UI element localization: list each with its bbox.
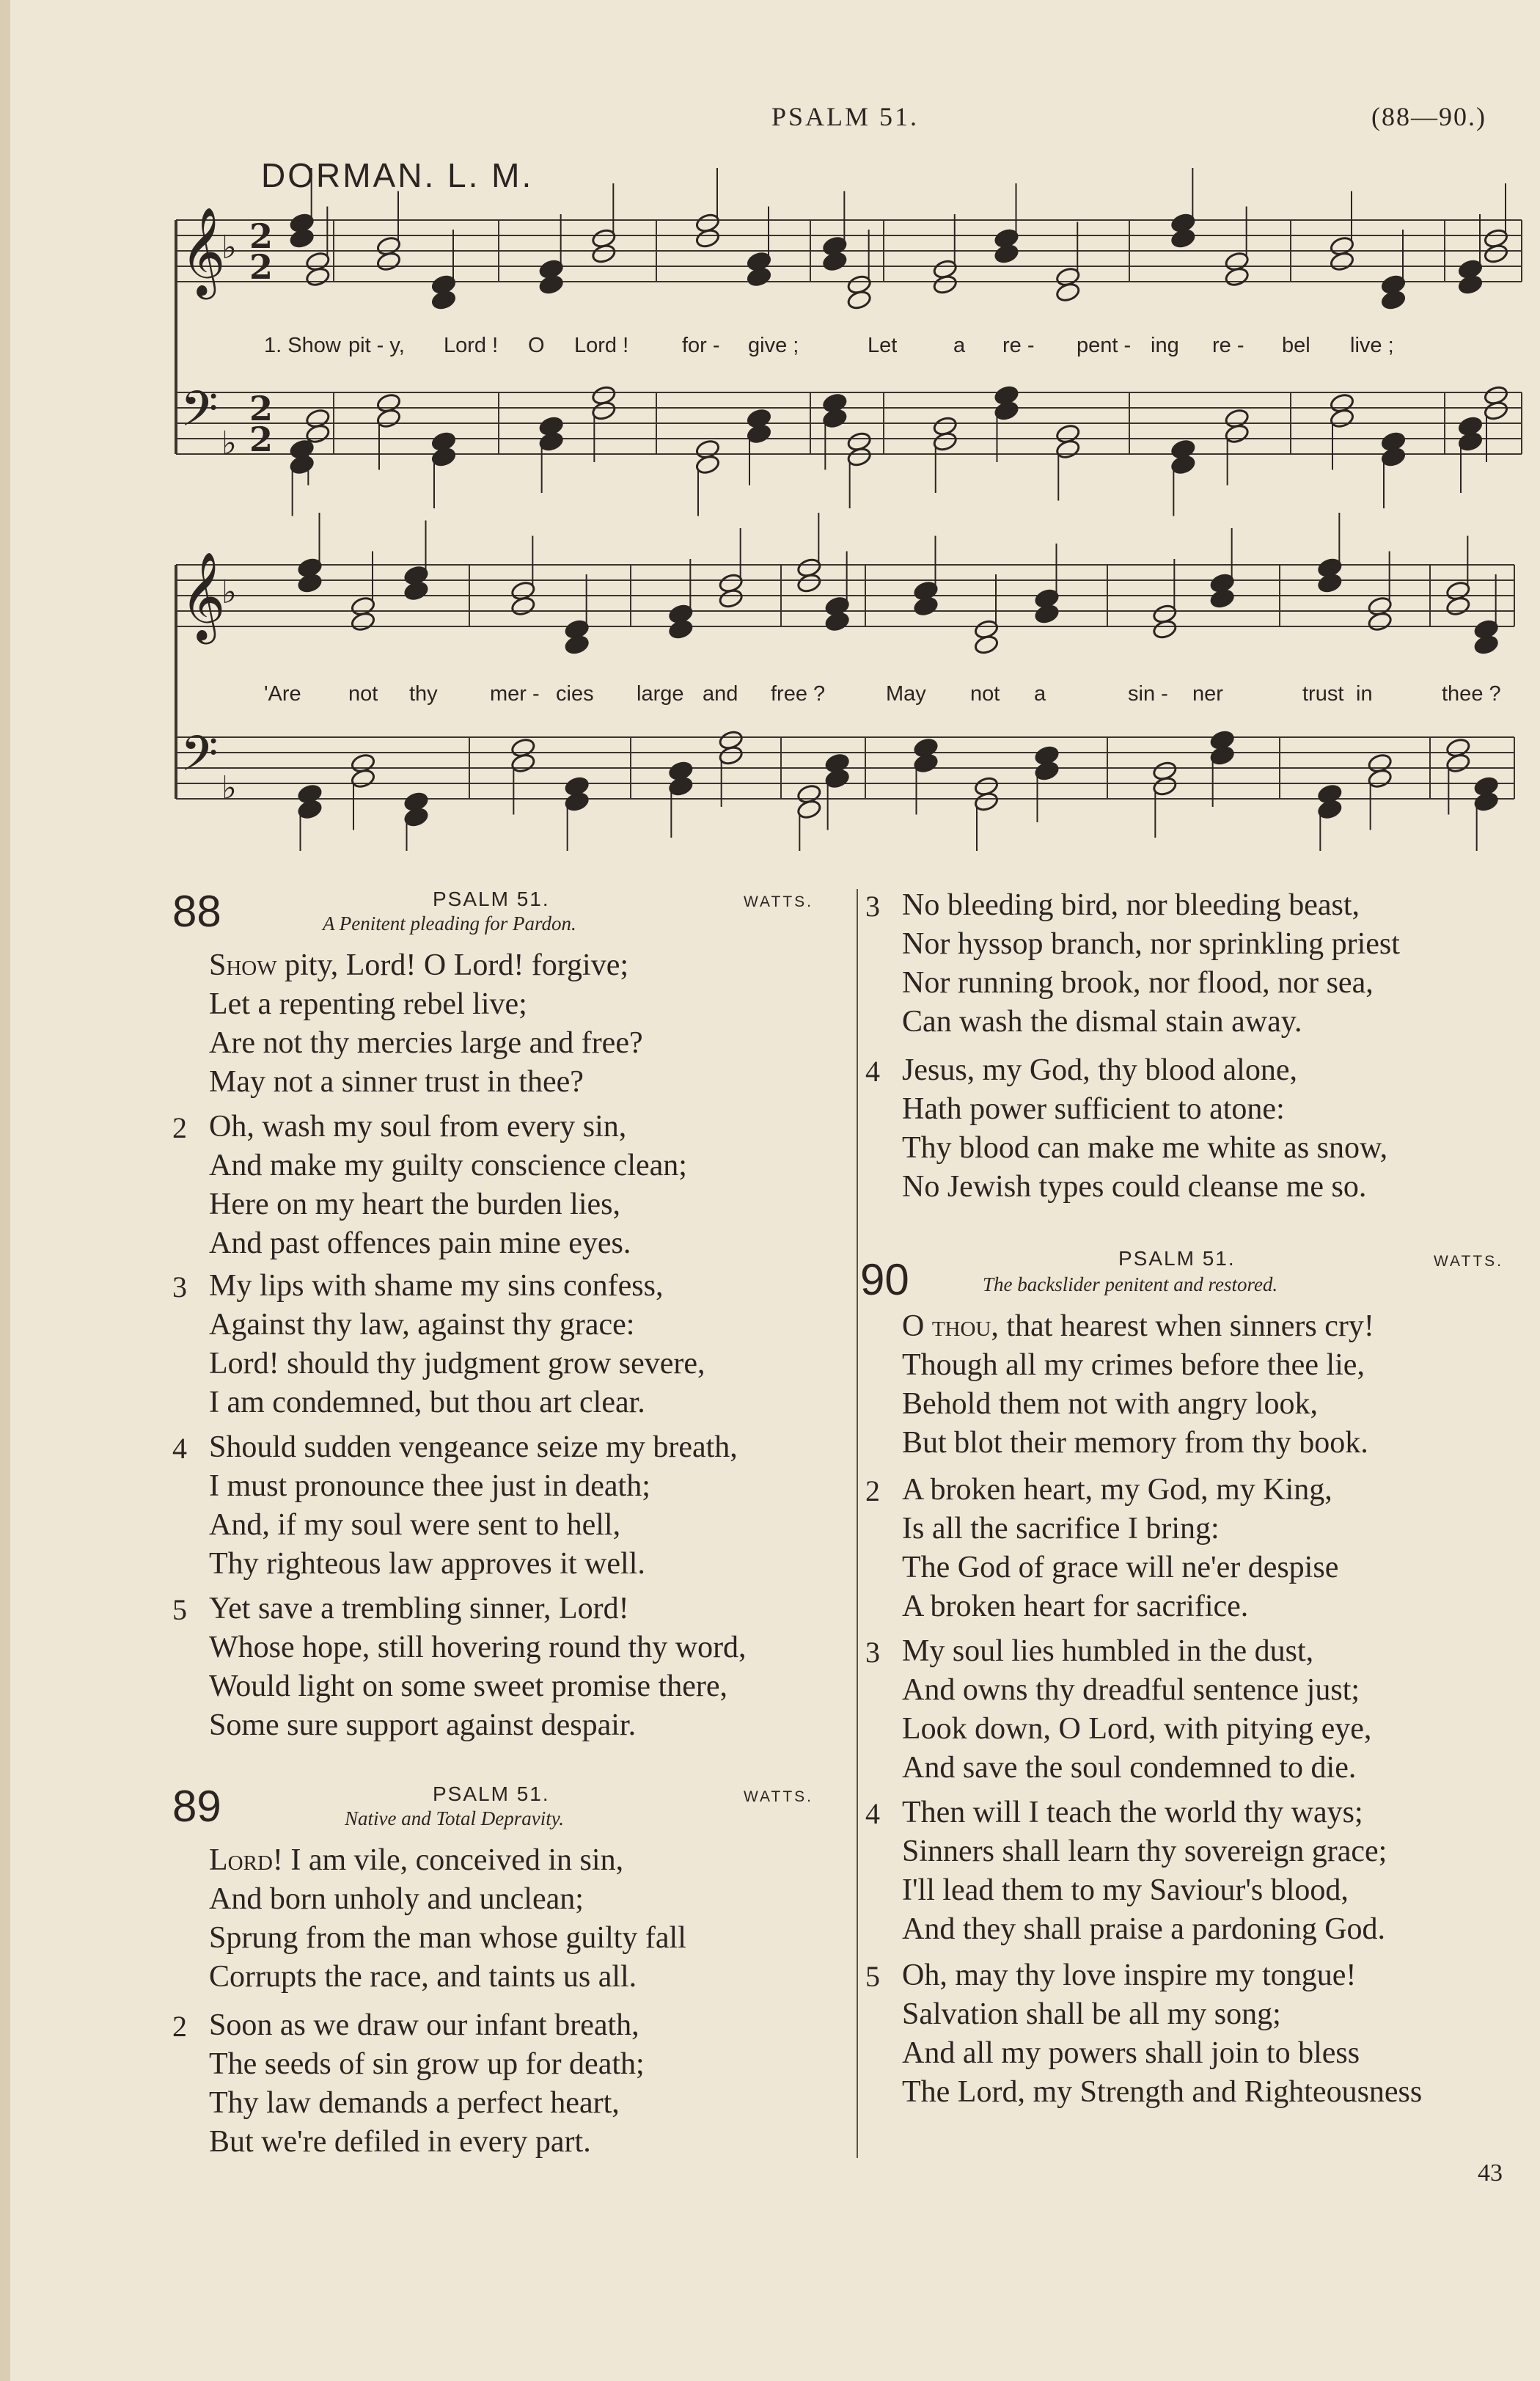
flat-sign: ♭ <box>221 574 237 611</box>
stanza-number: 2 <box>172 2010 187 2043</box>
page-number: 43 <box>1478 2159 1503 2187</box>
stanza-line: Look down, O Lord, with pitying eye, <box>902 1712 1372 1746</box>
note-head <box>1329 251 1354 272</box>
stanza-lead-word: O thou <box>902 1309 991 1343</box>
note-head <box>1317 572 1343 593</box>
lyric-syllable: give ; <box>748 334 799 357</box>
hymn-author: WATTS. <box>744 893 813 910</box>
lyric-syllable: a <box>1034 682 1046 706</box>
running-head: PSALM 51. <box>771 102 920 131</box>
hymn-number: 89 <box>172 1782 221 1831</box>
stanza-line: Jesus, my God, thy blood alone, <box>902 1053 1297 1087</box>
stanza-line: Though all my crimes before thee lie, <box>902 1348 1365 1382</box>
stanza-line: My soul lies humbled in the dust, <box>902 1634 1314 1668</box>
lyric-syllable: for - <box>682 334 720 357</box>
stanza-line: And all my powers shall join to bless <box>902 2036 1360 2070</box>
stanza-line: Lord! I am vile, conceived in sin, <box>209 1843 624 1877</box>
lyric-syllable: thy <box>409 682 438 706</box>
flat-sign: ♭ <box>221 769 237 807</box>
lyric-syllable: pent - <box>1077 334 1132 357</box>
lyric-syllable: mer - <box>490 682 540 706</box>
treble-clef: 𝄞 <box>180 206 226 296</box>
stanza <box>209 1841 686 1997</box>
stanza-line: Sinners shall learn thy sovereign grace; <box>902 1835 1387 1868</box>
time-signature: 2 <box>249 420 274 459</box>
note-head <box>668 618 694 640</box>
stanza-line: Then will I teach the world thy ways; <box>902 1796 1363 1829</box>
note-head <box>694 227 720 249</box>
stanza-line: Can wash the dismal stain away. <box>902 1005 1302 1039</box>
stanza-line: The Lord, my Strength and Righteousness <box>902 2075 1423 2109</box>
lyric-syllable: cies <box>556 682 594 706</box>
stanza <box>902 1471 1338 1626</box>
hymn-number: 88 <box>172 887 221 936</box>
note-head <box>1445 596 1471 617</box>
note-head <box>1473 634 1499 655</box>
stanza <box>902 1307 1374 1463</box>
stanza-line: The God of grace will ne'er despise <box>902 1551 1339 1584</box>
stanza-line: And born unholy and unclean; <box>209 1882 584 1916</box>
note-head <box>1483 243 1508 264</box>
note-head <box>824 611 850 632</box>
stanza <box>209 946 643 1102</box>
note-head <box>510 596 536 617</box>
stanza-line: Nor hyssop branch, nor sprinkling priest <box>902 927 1400 961</box>
lyric-syllable: re - <box>1002 334 1035 357</box>
stanza <box>902 1632 1371 1788</box>
hymn-subtitle: A Penitent pleading for Pardon. <box>323 912 576 935</box>
stanza-line: Corrupts the race, and taints us all. <box>209 1960 637 1994</box>
column-rule <box>857 889 858 2158</box>
stanza-number: 3 <box>865 1636 880 1669</box>
tune-title: DORMAN. L. M. <box>261 156 534 194</box>
note-head <box>796 572 822 593</box>
lyric-syllable: in <box>1356 682 1373 706</box>
stanza-line: I must pronounce thee just in death; <box>209 1469 650 1503</box>
stanza-line: And they shall praise a pardoning God. <box>902 1912 1386 1946</box>
hymn-author: WATTS. <box>1434 1253 1503 1270</box>
note-head <box>350 611 375 632</box>
note-head <box>289 227 315 249</box>
hymn-heading: PSALM 51. <box>433 888 550 910</box>
note-head <box>564 634 590 655</box>
stanza-line: Hath power sufficient to atone: <box>902 1092 1285 1126</box>
note-head <box>403 580 429 601</box>
stanza <box>209 2006 645 2162</box>
stanza-line: Thy law demands a perfect heart, <box>209 2086 620 2120</box>
stanza-line: Salvation shall be all my song; <box>902 1997 1281 2031</box>
lyric-syllable: re - <box>1212 334 1244 357</box>
time-signature: 2 <box>249 247 274 287</box>
stanza-line: A broken heart for sacrifice. <box>902 1590 1249 1623</box>
note-head <box>1034 603 1060 624</box>
stanza-number: 5 <box>172 1593 187 1626</box>
stanza-line: Should sudden vengeance seize my breath, <box>209 1430 738 1464</box>
stanza-line: The seeds of sin grow up for death; <box>209 2047 645 2081</box>
stanza-number: 5 <box>865 1960 880 1993</box>
note-head <box>846 289 872 310</box>
stanza <box>902 1956 1422 2112</box>
stanza <box>902 886 1400 1042</box>
stanza-line: But blot their memory from thy book. <box>902 1426 1368 1460</box>
stanza-number: 4 <box>865 1797 880 1830</box>
note-head <box>1457 274 1483 295</box>
lyric-syllable: 'Are <box>264 682 301 706</box>
stanza-line: And, if my soul were sent to hell, <box>209 1508 621 1542</box>
stanza-line: And save the soul condemned to die. <box>902 1751 1357 1785</box>
stanza-line: Yet save a trembling sinner, Lord! <box>209 1592 629 1625</box>
lyric-syllable: 1. Show <box>264 334 341 357</box>
note-head <box>994 243 1019 264</box>
lyric-syllable: free ? <box>771 682 826 706</box>
stanza-line: Is all the sacrifice I bring: <box>902 1512 1220 1546</box>
flat-sign: ♭ <box>221 425 237 462</box>
note-head <box>538 274 564 295</box>
note-head <box>1367 611 1393 632</box>
hymn-heading: PSALM 51. <box>433 1782 550 1805</box>
note-head <box>1170 227 1196 249</box>
bass-clef: 𝄢 <box>180 381 219 449</box>
stanza-line: Show pity, Lord! O Lord! forgive; <box>209 948 629 982</box>
stanza-line: Soon as we draw our infant breath, <box>209 2008 639 2042</box>
stanza-number: 2 <box>865 1474 880 1507</box>
stanza-lead-word: Show <box>209 948 277 982</box>
stanza-line: I'll lead them to my Saviour's blood, <box>902 1873 1349 1907</box>
stanza-number: 4 <box>865 1055 880 1088</box>
stanza-line: And make my guilty conscience clean; <box>209 1149 687 1182</box>
lyric-syllable: live ; <box>1350 334 1394 357</box>
lyric-syllable: trust <box>1302 682 1344 706</box>
lyric-syllable: a <box>953 334 966 357</box>
page-range: (88—90.) <box>1371 102 1486 131</box>
note-head <box>746 266 771 288</box>
note-head <box>375 251 401 272</box>
lyric-syllable: Let <box>868 334 898 357</box>
stanza-line: Some sure support against despair. <box>209 1708 637 1742</box>
stanza <box>209 1428 738 1584</box>
note-head <box>932 274 958 295</box>
stanza-line: And past offences pain mine eyes. <box>209 1226 631 1260</box>
stanza <box>209 1108 687 1263</box>
stanza-line: Whose hope, still hovering round thy word, <box>209 1631 747 1664</box>
note-head <box>822 251 848 272</box>
time-signature: 2 <box>249 389 274 428</box>
stanza-line: May not a sinner trust in thee? <box>209 1065 584 1099</box>
music-score <box>0 0 1540 851</box>
note-head <box>1224 266 1250 288</box>
lyric-syllable: May <box>886 682 926 706</box>
lyric-syllable: pit - y, <box>348 334 405 357</box>
stanza-line: And owns thy dreadful sentence just; <box>902 1673 1360 1707</box>
note-head <box>913 596 939 617</box>
lyric-syllable: Lord ! <box>574 334 629 357</box>
stanza-line: Oh, may thy love inspire my tongue! <box>902 1958 1357 1992</box>
note-head <box>1152 618 1178 640</box>
lyric-syllable: Lord ! <box>444 334 499 357</box>
bass-clef: 𝄢 <box>180 725 219 794</box>
stanza-line: Would light on some sweet promise there, <box>209 1669 727 1703</box>
hymn-number: 90 <box>860 1255 909 1304</box>
stanza-line: Thy blood can make me white as snow, <box>902 1131 1388 1165</box>
stanza-line: Nor running brook, nor flood, nor sea, <box>902 966 1374 1000</box>
time-signature: 2 <box>249 216 274 256</box>
note-head <box>718 588 744 609</box>
stanza-line: No bleeding bird, nor bleeding beast, <box>902 888 1360 922</box>
note-head <box>1055 282 1081 303</box>
stanza <box>209 1267 705 1422</box>
note-head <box>305 266 331 288</box>
lyric-syllable: sin - <box>1128 682 1168 706</box>
treble-clef: 𝄞 <box>180 551 226 640</box>
stanza-number: 4 <box>172 1432 187 1465</box>
lyric-syllable: ner <box>1192 682 1223 706</box>
lyric-syllable: O <box>528 334 545 357</box>
stanza-line: Sprung from the man whose guilty fall <box>209 1921 686 1955</box>
stanza-line: Lord! should thy judgment grow severe, <box>209 1347 705 1380</box>
hymn-heading: PSALM 51. <box>1118 1247 1236 1270</box>
stanza-number: 3 <box>172 1270 187 1303</box>
lyric-syllable: and <box>703 682 738 706</box>
lyric-syllable: bel <box>1282 334 1310 357</box>
note-head <box>973 634 999 655</box>
stanza <box>902 1051 1387 1207</box>
flat-sign: ♭ <box>221 229 237 266</box>
stanza-line: I am condemned, but thou art clear. <box>209 1386 645 1419</box>
note-head <box>430 289 456 310</box>
stanza-lead-word: Lord <box>209 1843 273 1877</box>
lyric-syllable: thee ? <box>1442 682 1501 706</box>
hymn-subtitle: The backslider penitent and restored. <box>983 1273 1278 1295</box>
hymn-subtitle: Native and Total Depravity. <box>345 1807 564 1829</box>
stanza-line: Against thy law, against thy grace: <box>209 1308 635 1342</box>
stanza-line: Are not thy mercies large and free? <box>209 1026 643 1060</box>
hymn-author: WATTS. <box>744 1788 813 1805</box>
stanza-line: A broken heart, my God, my King, <box>902 1473 1332 1507</box>
note-head <box>591 243 617 264</box>
stanza-number: 3 <box>865 890 880 923</box>
stanza-line: My lips with shame my sins confess, <box>209 1269 664 1303</box>
lyric-syllable: large <box>637 682 684 706</box>
stanza-line: Here on my heart the burden lies, <box>209 1188 620 1221</box>
stanza-line: But we're defiled in every part. <box>209 2125 591 2159</box>
stanza-line: Thy righteous law approves it well. <box>209 1547 645 1581</box>
lyric-syllable: not <box>970 682 1000 706</box>
stanza <box>902 1793 1387 1949</box>
stanza-line: Behold them not with angry look, <box>902 1387 1318 1421</box>
stanza-number: 2 <box>172 1111 187 1144</box>
note-head <box>1209 588 1235 609</box>
stanza-line: No Jewish types could cleanse me so. <box>902 1170 1367 1204</box>
stanza-line: Oh, wash my soul from every sin, <box>209 1110 627 1144</box>
stanza-line: O thou, that hearest when sinners cry! <box>902 1309 1374 1343</box>
lyric-syllable: not <box>348 682 378 706</box>
lyric-syllable: ing <box>1151 334 1179 357</box>
stanza <box>209 1590 747 1745</box>
note-head <box>297 572 323 593</box>
stanza-line: Let a repenting rebel live; <box>209 987 527 1021</box>
note-head <box>1380 289 1406 310</box>
